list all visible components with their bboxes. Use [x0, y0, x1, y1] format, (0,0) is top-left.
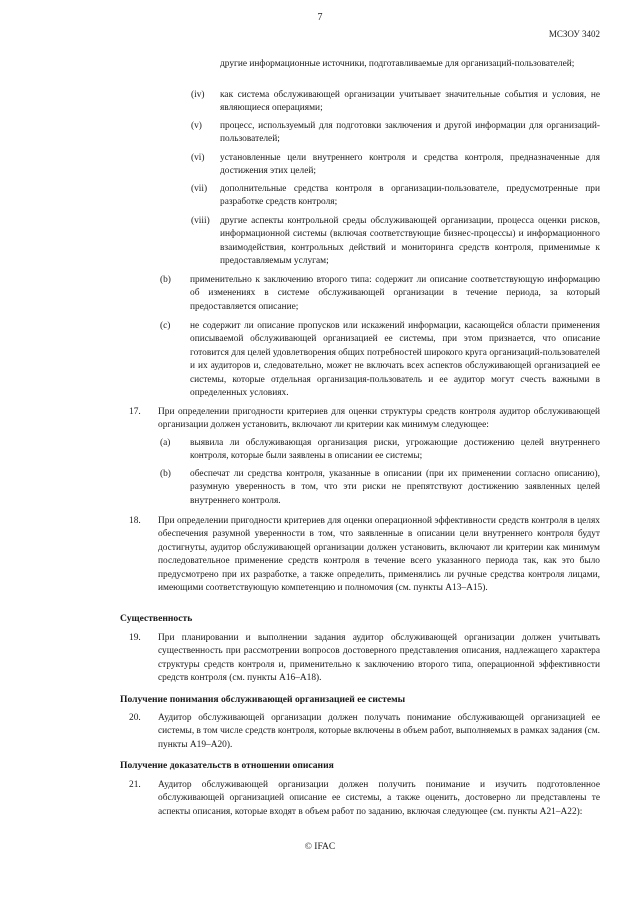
letter-item-text: применительно к заключению второго типа: содержит ли описание соответствующую информацию об изменениях в системе обслуживающей организации в течение периода, за который предоставляется описание;	[190, 275, 600, 312]
paragraph-text: При определении пригодности критериев для оценки операционной эффективности средств контроля в целях обеспечения разумной уверенности в том, что заявленные в описании цели внутреннего контроля будут достигнуты, аудитор обслуживающей организации должен установить, включают ли критерии как минимум последовательное применение средств контроля в течение всего указанного периода так, как это было предусмотрено при их разработке, а также определить, применялись ли ручные средства контроля лицами, имеющими соответствующую компетенцию и полномочия (см. пункты A13–A15).	[158, 516, 600, 594]
section-heading: Получение понимания обслуживающей организацией ее системы	[120, 694, 406, 705]
paragraph-number: 20.	[129, 713, 141, 723]
roman-item-text: дополнительные средства контроля в организации-пользователе, предусмотренные при разработке средств контроля;	[220, 184, 600, 208]
letter-item-number: (c)	[160, 321, 171, 331]
letter-item-number: (b)	[160, 469, 171, 479]
roman-item-text: как система обслуживающей организации учитывает значительные события и условия, не являющиеся операциями;	[220, 90, 600, 114]
paragraph-text: При определении пригодности критериев для оценки структуры средств контроля аудитор обслуживающей организации должен установить, включают ли критерии как минимум следующее:	[158, 407, 600, 431]
roman-item-number: (viii)	[191, 216, 210, 226]
paragraph-number: 21.	[129, 780, 141, 790]
roman-item-number: (vi)	[191, 153, 205, 163]
paragraph-number: 17.	[129, 407, 141, 417]
letter-item-number: (b)	[160, 275, 171, 285]
letter-item-text: не содержит ли описание пропусков или искажений информации, касающейся области применения описываемой обслуживающей организацией ее системы, при этом признается, что описание готовится для целей удовлетворения общих потребностей широкого круга организаций-пользователей и их аудиторов и, следовательно, может не включать всех аспектов обслуживающей организацией ее системы, которые отдельная организация-пользователь и ее аудитор могут счесть важными в определенных условиях.	[190, 321, 600, 399]
page-footer: © IFAC	[304, 842, 336, 852]
roman-item-text: процесс, используемый для подготовки заключения и другой информации для организаций-пользователей;	[220, 121, 600, 145]
paragraph-text: Аудитор обслуживающей организации должен получать понимание обслуживающей организацией ее системы, в том числе средств контроля, которые включены в объем работ, выполняемых в рамках задания (см. пункты A19–A20).	[158, 713, 600, 750]
paragraph-number: 19.	[129, 633, 141, 643]
section-heading: Получение доказательств в отношении описания	[120, 760, 334, 771]
letter-item-number: (a)	[160, 438, 171, 448]
intro-continuation: другие информационные источники, подготавливаемые для организаций-пользователей;	[220, 59, 575, 69]
paragraph-number: 18.	[129, 516, 141, 526]
roman-item-number: (vii)	[191, 184, 208, 194]
roman-item-text: другие аспекты контрольной среды обслуживающей организации, процесса оценки рисков, информационной системы (включая соответствующие бизнес-процессы) и информационного взаимодействия, контрольных действий и мониторинга средств контроля, применимые к предоставляемым услугам;	[220, 216, 600, 267]
paragraph-text: При планировании и выполнении задания аудитор обслуживающей организации должен учитывать существенность при рассмотрении вопросов достоверного представления описания, надлежащего характера структуры средств контроля и, применительно к заключению второго типа, операционной эффективности средств контроля (см. пункты A16–A18).	[158, 633, 600, 684]
roman-item-number: (iv)	[191, 90, 205, 100]
document-id: МСЗОУ 3402	[548, 29, 600, 39]
roman-item-number: (v)	[191, 121, 202, 131]
letter-item-text: обеспечат ли средства контроля, указанные в описании (при их применении согласно описанию), разумную уверенность в том, что эти риски не препятствуют достижению заявленных целей внутреннего контроля.	[190, 469, 600, 506]
page-number: 7	[317, 12, 323, 23]
paragraph-text: Аудитор обслуживающей организации должен получить понимание и изучить подготовленное обслуживающей организацией описание ее системы, а также оценить, достоверно ли представлены те аспекты описания, которые входят в объем работ по заданию, включая следующее (см. пункты A21–A22):	[158, 780, 600, 817]
roman-item-text: установленные цели внутреннего контроля и средства контроля, предназначенные для достижения этих целей;	[220, 153, 600, 177]
section-heading: Существенность	[120, 613, 193, 624]
letter-item-text: выявила ли обслуживающая организация риски, угрожающие достижению целей внутреннего контроля, которые были заявлены в описании ее системы;	[190, 438, 600, 462]
